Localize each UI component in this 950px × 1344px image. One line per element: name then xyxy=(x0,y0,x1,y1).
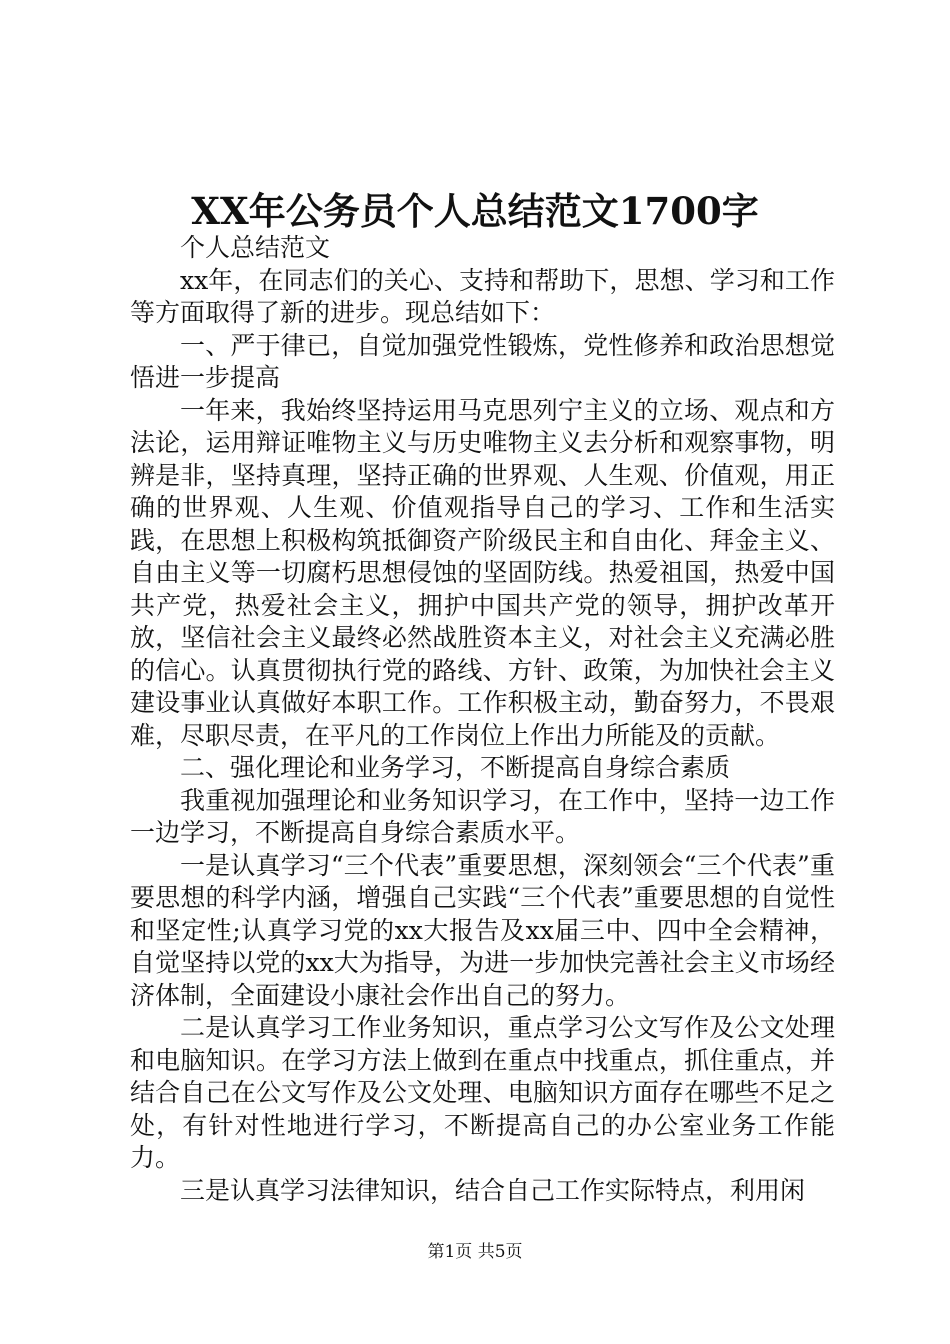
paragraph-point-two: 二是认真学习工作业务知识，重点学习公文写作及公文处理和电脑知识。在学习方法上做到在重点中找重点，抓住重点，并结合自己在公文写作及公文处理、电脑知识方面存在哪些不足之处，有针对性地进行学习，不断提高自己的办公室业务工作能力。 xyxy=(130,1013,835,1172)
paragraph-opening: xx年，在同志们的关心、支持和帮助下，思想、学习和工作等方面取得了新的进步。现总结如下： xyxy=(130,265,835,327)
paragraph-heading-intro: 个人总结范文 xyxy=(180,233,331,262)
paragraph-section-one: 一年来，我始终坚持运用马克思列宁主义的立场、观点和方法论，运用辩证唯物主义与历史唯物主义去分析和观察事物，明辨是非，坚持真理，坚持正确的世界观、人生观、价值观，用正确的世界观、人生观、价值观指导自己的学习、工作和生活实践，在思想上积极构筑抵御资产阶级民主和自由化、拜金主义、自由主义等一切腐朽思想侵蚀的坚固防线。热爱祖国，热爱中国共产党，热爱社会主义，拥护中国共产党的领导，拥护改革开放，坚信社会主义最终必然战胜资本主义，对社会主义充满必胜的信心。认真贯彻执行党的路线、方针、政策，为加快社会主义建设事业认真做好本职工作。工作积极主动，勤奋努力，不畏艰难，尽职尽责，在平凡的工作岗位上作出力所能及的贡献。 xyxy=(130,395,835,750)
document-body xyxy=(130,232,835,1207)
document-title: XX年公务员个人总结范文1700字 xyxy=(191,189,759,233)
page-footer: 第1页 共5页 xyxy=(427,1242,523,1262)
section-heading-two: 二、强化理论和业务学习，不断提高自身综合素质 xyxy=(180,753,731,782)
section-heading-one: 一、严于律已，自觉加强党性锻炼，党性修养和政治思想觉悟进一步提高 xyxy=(130,330,835,392)
paragraph-point-three: 三是认真学习法律知识，结合自己工作实际特点，利用闲 xyxy=(180,1175,806,1205)
paragraph-point-one: 一是认真学习“三个代表”重要思想，深刻领会“三个代表”重要思想的科学内涵，增强自己实践“三个代表”重要思想的自觉性和坚定性;认真学习党的xx大报告及xx届三中、四中全会精神，自觉坚持以党的xx大为指导，为进一步加快完善社会主义市场经济体制，全面建设小康社会作出自己的努力。 xyxy=(130,850,835,1010)
paragraph-section-two-intro: 我重视加强理论和业务知识学习，在工作中，坚持一边工作一边学习，不断提高自身综合素质水平。 xyxy=(130,785,835,847)
